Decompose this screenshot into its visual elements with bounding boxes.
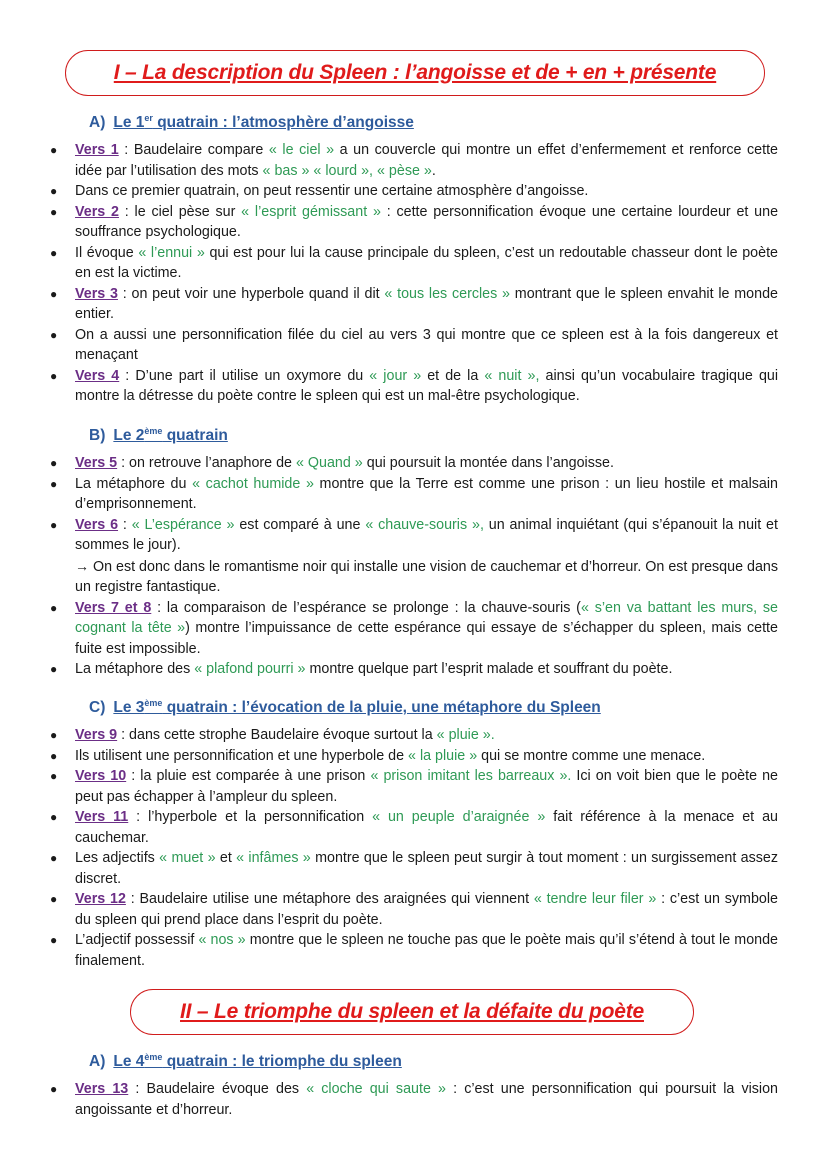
quote-text: « cloche qui saute » [306,1081,446,1097]
body-text: Ils utilisent une personnification et une hyperbole de [75,747,409,764]
list-item [0,556,828,598]
quote-text: « l’ennui » [138,244,205,261]
heading-text: Le 1 [113,114,145,132]
quote-text: « Quand » [295,455,363,471]
part1-title: I – La description du Spleen : l’angoisse et de + en + présente [113,61,717,84]
heading-text-rest: quatrain [162,427,228,445]
body-text: La métaphore du [75,475,193,492]
bullet-icon: ● [50,476,58,491]
bullet-icon: ● [50,368,58,383]
heading-sup: er [144,113,153,123]
heading-text-rest: quatrain : l’évocation de la pluie, une métaphore du Spleen [162,699,601,717]
list-item [0,930,828,971]
body-text: Les adjectifs [75,850,160,866]
section-c-heading [89,698,601,717]
section-a-heading [89,113,414,132]
list-item [0,889,828,930]
body-text: est comparé à une [234,516,366,533]
quote-text: « pluie ». [436,727,495,743]
verse-label: Vers 11 [75,809,129,825]
bullet-icon: ● [50,286,58,301]
quote-text: « bas » « lourd », « pèse » [262,162,432,179]
list-item [0,474,828,515]
body-text: : on peut voir une hyperbole quand il dit [117,285,385,302]
heading-sup: ème [144,1052,163,1062]
list-item [0,659,828,680]
verse-label: Vers 10 [75,768,127,784]
list-item [0,725,828,746]
quote-text: « cachot humide » [192,475,314,492]
verse-label: Vers 2 [75,203,119,220]
quote-text: « L’espérance » [131,516,235,533]
list-item [0,140,828,181]
bullet-icon: ● [50,600,58,615]
body-text: La métaphore des [75,661,195,677]
list-item [0,598,828,660]
body-text: montre que le spleen ne touche pas que le poète mais qu’il s’étend à tout le monde finalement. [75,932,778,969]
body-text: a un couvercle qui montre un effet d’enfermement et renforce cette idée par l’utilisation des mots [75,142,779,179]
bullet-icon: ● [50,184,58,198]
body-text: : D’une part il utilise un oxymore du [119,367,370,384]
part2-title-box [130,989,694,1035]
quote-text: « chauve-souris », [365,516,484,533]
body-text: : [118,516,132,533]
part2-title: II – Le triomphe du spleen et la défaite du poète [180,1000,644,1023]
quote-text: « s’en va battant les murs, se cognant la tête » [75,599,778,636]
list-item [0,848,828,889]
heading-text-rest: quatrain : le triomphe du spleen [162,1053,402,1071]
section-letter: A) [89,1053,106,1071]
body-text: : Baudelaire évoque des [128,1081,307,1097]
verse-label: Vers 4 [75,367,120,384]
section-a-list [0,140,828,407]
verse-label: Vers 9 [75,727,118,743]
bullet-icon: ● [50,143,58,157]
heading-text: Le 4 [113,1053,145,1071]
body-text: montre quelque part l’esprit malade et souffrant du poète. [305,661,673,677]
list-item [0,807,828,848]
body-text: : Baudelaire compare [118,142,269,158]
heading-text: Le 3 [113,699,145,717]
body-text: : c’est une personnification qui poursuit la vision angoissante et d’horreur. [75,1081,778,1118]
quote-text: « le ciel » [268,142,335,158]
bullet-icon: ● [50,892,58,906]
quote-text: « jour » [369,367,422,384]
quote-text: « nos » [198,932,246,948]
body-text: : la comparaison de l’espérance se prolonge : la chauve-souris ( [151,599,581,616]
body-text: montre que le spleen peut surgir à tout moment : un surgissement assez discret. [75,850,778,887]
heading-sup: ème [144,426,163,436]
quote-text: « nuit », [484,367,540,384]
verse-label: Vers 1 [75,142,119,158]
verse-label: Vers 6 [75,516,119,533]
quote-text: « tous les cercles » [384,285,511,302]
part1-title-box [65,50,765,96]
body-text: Il évoque [75,244,139,261]
bullet-icon: ● [50,662,58,676]
list-item [0,515,828,556]
list-item [0,453,828,474]
body-text: : on retrouve l’anaphore de [117,455,296,471]
arrow-icon: → [75,557,89,574]
body-text: L’adjectif possessif [75,932,199,948]
bullet-icon: ● [50,204,58,219]
body-text: et [215,850,237,866]
bullet-icon: ● [50,851,58,865]
quote-text: « muet » [159,850,216,866]
bullet-icon: ● [50,810,58,824]
quote-text: « l’esprit gémissant » [241,203,381,220]
bullet-icon: ● [50,456,58,470]
body-text: On est donc dans le romantisme noir qui installe une vision de cauchemar et d’horreur. On est presque dans un registre fantastique. [75,558,779,595]
section-b-list [0,453,828,680]
body-text: montrant que le spleen envahit le monde entier. [75,285,778,322]
bullet-icon: ● [50,327,58,342]
body-text: : cette personnification évoque une certaine lourdeur et une souffrance psychologique. [75,203,779,240]
verse-label: Vers 3 [75,285,118,302]
list-item [0,181,828,202]
verse-label: Vers 7 et 8 [75,599,152,616]
bullet-icon: ● [50,517,58,532]
bullet-icon: ● [50,748,58,763]
body-text: qui est pour lui la cause principale du spleen, c’est un redoutable chasseur dont le poète en est la victime. [75,244,778,281]
part2-section-a-list [0,1079,828,1120]
body-text: : Baudelaire utilise une métaphore des araignées qui viennent [125,891,534,907]
quote-text: « tendre leur filer » [533,891,657,907]
body-text: montre que la Terre est comme une prison : un lieu hostile et malsain d’emprisonnement. [75,475,778,512]
bullet-icon: ● [50,245,58,260]
bullet-icon: ● [50,1082,58,1096]
body-text: fait référence à la menace et au cauchemar. [75,809,778,846]
verse-label: Vers 12 [75,891,126,907]
part2-section-a-heading [89,1052,402,1071]
list-item [0,202,828,243]
heading-text-rest: quatrain : l’atmosphère d’angoisse [152,114,414,132]
list-item [0,1079,828,1120]
body-text: . [431,162,436,179]
body-text: : l’hyperbole et la personnification [128,809,373,825]
section-c-list [0,725,828,971]
list-item [0,366,828,407]
list-item [0,746,828,767]
quote-text: « un peuple d’araignée » [372,809,546,825]
section-b-heading [89,426,228,445]
body-text: ainsi qu’un vocabulaire tragique qui montre la détresse du poète contre le spleen qui est un mal-être psychologique. [75,367,779,404]
body-text: On a aussi une personnification filée du ciel au vers 3 qui montre que ce spleen est à la fois dangereux et menaçant [75,326,778,363]
verse-label: Vers 13 [75,1081,129,1097]
body-text: qui se montre comme une menace. [477,747,706,764]
section-letter: C) [89,699,106,717]
heading-sup: ème [144,698,163,708]
body-text: : c’est un symbole du spleen qui prend place dans l’esprit du poète. [75,891,778,928]
bullet-icon: ● [50,769,58,783]
body-text: : le ciel pèse sur [118,203,242,220]
quote-text: « la pluie » [408,747,478,764]
section-letter: B) [89,427,106,445]
body-text: et de la [421,367,485,384]
quote-text: « plafond pourri » [194,661,306,677]
body-text: Dans ce premier quatrain, on peut ressentir une certaine atmosphère d’angoisse. [75,183,589,199]
quote-text: « infâmes » [236,850,311,866]
quote-text: « prison imitant les barreaux ». [370,768,572,784]
body-text: un animal inquiétant (qui s’épanouit la nuit et sommes le jour). [75,516,778,553]
body-text: ) montre l’impuissance de cette espérance qui essaye de s’échapper du spleen, mais cette fuite est impossible. [75,620,778,657]
bullet-icon: ● [50,728,58,742]
list-item [0,325,828,366]
body-text: qui poursuit la montée dans l’angoisse. [362,455,614,471]
bullet-icon: ● [50,933,58,947]
list-item [0,284,828,325]
body-text: : dans cette strophe Baudelaire évoque surtout la [117,727,437,743]
list-item [0,243,828,284]
section-letter: A) [89,114,106,132]
body-text: Ici on voit bien que le poète ne peut pas échapper à l’ampleur du spleen. [75,768,778,805]
heading-text: Le 2 [113,427,145,445]
body-text: : la pluie est comparée à une prison [126,768,371,784]
list-item [0,766,828,807]
verse-label: Vers 5 [75,455,118,471]
